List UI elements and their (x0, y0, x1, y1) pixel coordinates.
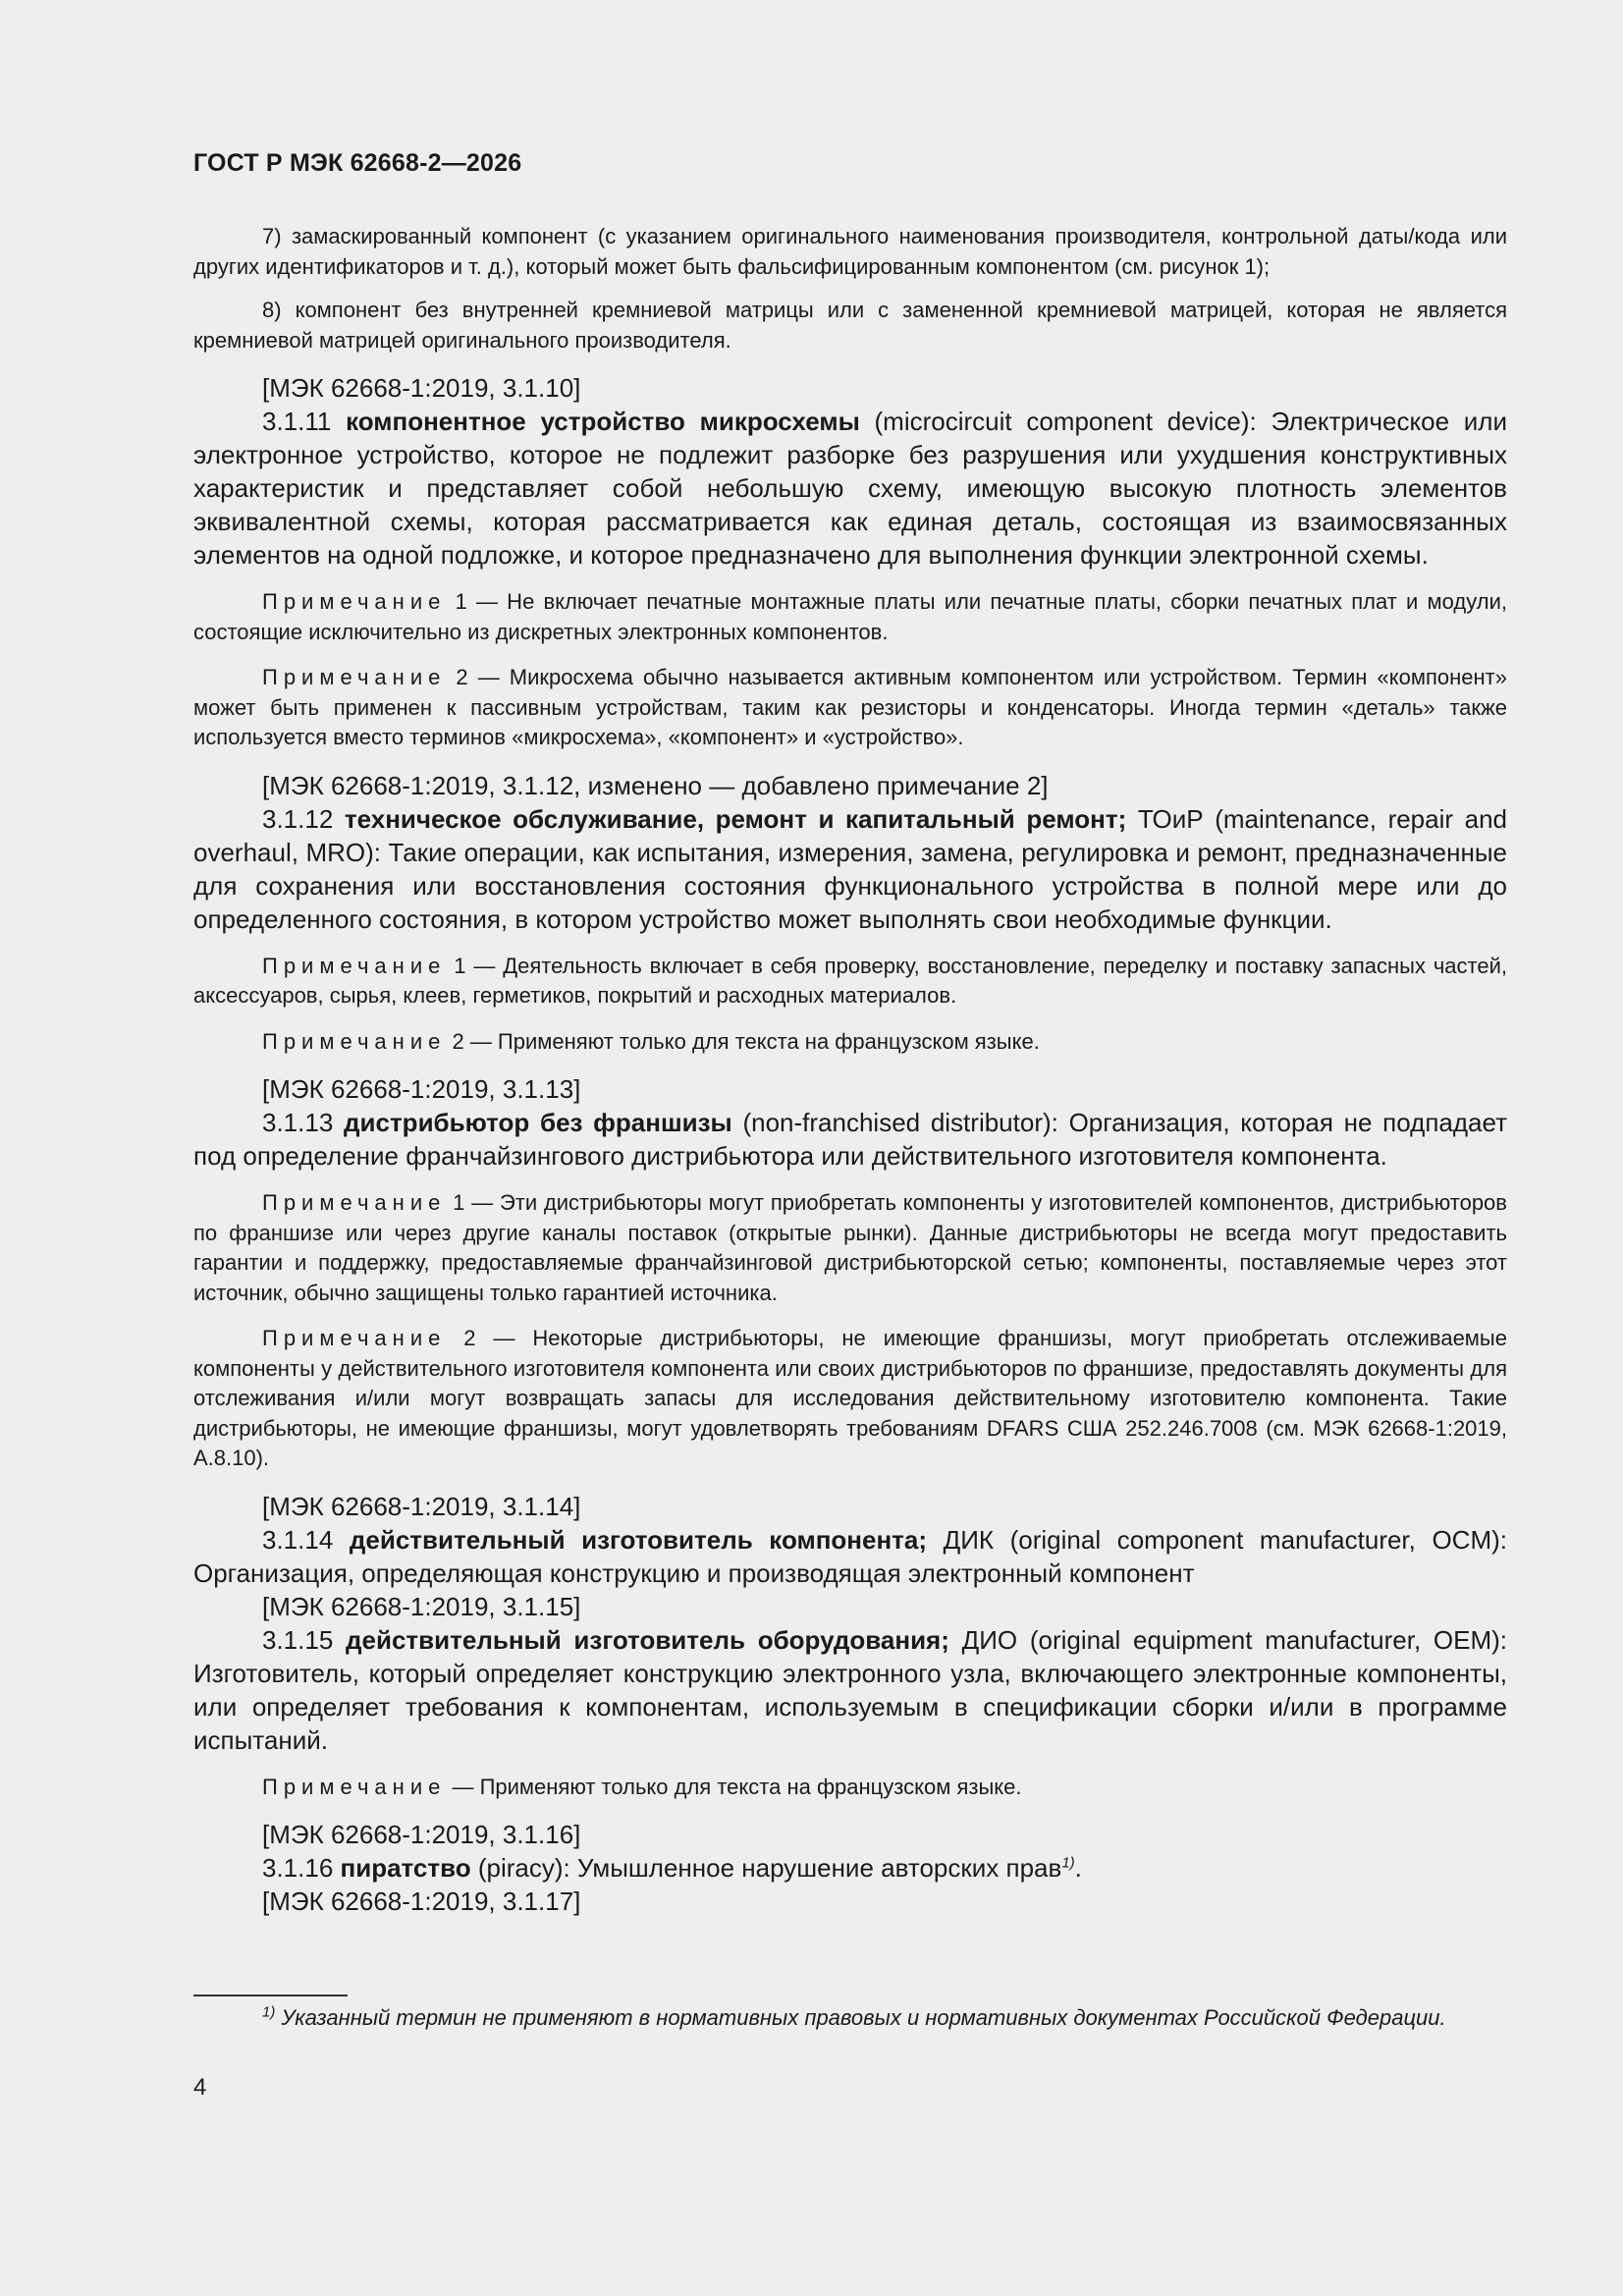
term-number: 3.1.15 (262, 1624, 347, 1655)
footnote (193, 2003, 1507, 2034)
document-body (193, 222, 1507, 1918)
term-name: действительный изготовитель компонента; (349, 1524, 928, 1555)
page-number: 4 (193, 2074, 207, 2101)
term-definition: ДИО (original equipment manufacturer, OEM): Изготовитель, который определяет конструкцию электронного узла, включающего электронные компоненты, или определяет требования к компонентам, используемым в спецификации сборки и/или в программе испытаний. (193, 1624, 1507, 1755)
term-end: . (1074, 1853, 1082, 1883)
note-number: 1 (446, 1190, 465, 1215)
term-3-1-11 (193, 405, 1507, 572)
reference-3-1-14: [МЭК 62668-1:2019, 3.1.14] (262, 1491, 581, 1521)
term-number: 3.1.11 (262, 407, 347, 436)
reference-3-1-12: [МЭК 62668-1:2019, 3.1.12, изменено — добавлено примечание 2] (262, 770, 1049, 800)
term-3-1-14 (193, 1523, 1507, 1590)
term-definition: (non-franchised distributor): Организация, которая не подпадает под определение франчайзингового дистрибьютора или действительного изготовителя компонента. (193, 1108, 1507, 1171)
term-name: пиратство (340, 1853, 471, 1883)
term-definition: (piracy): Умышленное нарушение авторских прав (470, 1853, 1062, 1883)
reference-3-1-15: [МЭК 62668-1:2019, 3.1.15] (262, 1591, 581, 1621)
document-header: ГОСТ Р МЭК 62668-2—2026 (193, 149, 522, 177)
note-label: Примечание (262, 1326, 447, 1350)
note-3-1-13-2 (193, 1324, 1507, 1474)
note-label: Примечание (262, 1774, 447, 1799)
term-number: 3.1.12 (262, 803, 345, 834)
note-number: 2 (446, 1326, 476, 1350)
note-text: — Микросхема обычно называется активным компонентом или устройством. Термин «компонент» может быть применен к пассивным устройствам, таким как резисторы и конденсаторы. Иногда термин «деталь» также используется вместо терминов «микросхема», «компонент» и «устройство». (193, 665, 1507, 749)
list-item-8: 8) компонент без внутренней кремниевой матрицы или с замененной кремниевой матрицей, которая не является кремниевой матрицей оригинального производителя. (193, 298, 1507, 353)
term-name: техническое обслуживание, ремонт и капитальный ремонт; (344, 803, 1127, 834)
list-item-7: 7) замаскированный компонент (с указанием оригинального наименования производителя, контрольной даты/кода или других идентификаторов и т. д.), который может быть фальсифицированным компонентом (см. рисунок 1); (193, 224, 1507, 279)
term-number: 3.1.14 (262, 1524, 350, 1555)
term-definition: ДИК (original component manufacturer, OCM): Организация, определяющая конструкцию и производящая электронный компонент (193, 1524, 1507, 1588)
footnote-marker: 1) (1061, 1854, 1075, 1872)
note-number: 2 (446, 1028, 464, 1054)
note-number: 1 (446, 589, 467, 614)
term-3-1-15 (193, 1623, 1507, 1757)
footnote-text: Указанный термин не применяют в нормативных правовых и нормативных документах Российской Федерации. (275, 2005, 1446, 2030)
note-text: — Применяют только для текста на французском языке. (446, 1774, 1022, 1799)
note-text: — Некоторые дистрибьюторы, не имеющие франшизы, могут приобретать отслеживаемые компоненты у действительного изготовителя компонента или своих дистрибьюторов по франшизе, предоставлять документы для отслеживания и/или могут возвращать запасы для исследования действительному изготовителю компонента. Такие дистрибьюторы, не имеющие франшизы, могут удовлетворять требованиям DFARS США 252.246.7008 (см. МЭК 62668-1:2019, А.8.10). (193, 1326, 1507, 1470)
footnote-separator (193, 1995, 348, 1996)
note-3-1-15 (193, 1773, 1507, 1803)
reference-3-1-10: [МЭК 62668-1:2019, 3.1.10] (262, 373, 581, 403)
term-definition: ТОиР (maintenance, repair and overhaul, MRO): Такие операции, как испытания, измерения, замена, регулировка и ремонт, предназначенные для сохранения или восстановления состояния функционального устройства в полной мере или до определенного состояния, в котором устройство может выполнять свои необходимые функции. (193, 803, 1508, 934)
note-3-1-11-1 (193, 587, 1507, 647)
term-3-1-13 (193, 1106, 1507, 1173)
note-number: 2 (446, 665, 468, 689)
note-label: Примечание (262, 953, 447, 978)
term-number: 3.1.13 (262, 1108, 344, 1137)
note-3-1-12-1 (193, 952, 1507, 1011)
note-text: — Эти дистрибьюторы могут приобретать компоненты у изготовителей компонентов, дистрибьюторов по франшизе или через другие каналы поставок (открытые рынки). Данные дистрибьюторы не всегда могут предоставить гарантии и поддержку, предоставляемые франчайзинговой дистрибьюторской сетью; компоненты, поставляемые через этот источник, обычно защищены только гарантией источника. (193, 1190, 1507, 1305)
note-label: Примечание (262, 1190, 447, 1215)
note-label: Примечание (262, 665, 447, 689)
reference-3-1-17: [МЭК 62668-1:2019, 3.1.17] (262, 1886, 581, 1916)
note-label: Примечание (262, 1028, 447, 1054)
note-3-1-12-2 (193, 1027, 1507, 1058)
note-text: — Применяют только для текста на французском языке. (463, 1028, 1040, 1054)
term-3-1-16 (193, 1851, 1507, 1885)
term-number: 3.1.16 (262, 1853, 341, 1883)
note-text: — Не включает печатные монтажные платы или печатные платы, сборки печатных плат и модули, состоящие исключительно из дискретных электронных компонентов. (193, 589, 1507, 644)
note-text: — Деятельность включает в себя проверку, восстановление, переделку и поставку запасных частей, аксессуаров, сырья, клеев, герметиков, покрытий и расходных материалов. (193, 953, 1507, 1008)
reference-3-1-13: [МЭК 62668-1:2019, 3.1.13] (262, 1074, 581, 1104)
note-3-1-13-1 (193, 1188, 1507, 1308)
term-3-1-12 (193, 802, 1507, 936)
note-number: 1 (446, 953, 466, 978)
term-name: дистрибьютор без франшизы (344, 1108, 732, 1137)
reference-3-1-16: [МЭК 62668-1:2019, 3.1.16] (262, 1820, 581, 1849)
term-name: компонентное устройство микросхемы (346, 407, 860, 436)
note-label: Примечание (262, 589, 447, 614)
term-name: действительный изготовитель оборудования; (346, 1624, 949, 1655)
term-definition: (microcircuit component device): Электрическое или электронное устройство, которое не подлежит разборке без разрушения или ухудшения конструктивных характеристик и представляет собой небольшую схему, имеющую высокую плотность элементов эквивалентной схемы, которая рассматривается как единая деталь, состоящая из взаимосвязанных элементов на одной подложке, и которое предназначено для выполнения функции электронной схемы. (193, 407, 1507, 570)
footnote-mark: 1) (262, 2003, 276, 2021)
note-3-1-11-2 (193, 663, 1507, 753)
